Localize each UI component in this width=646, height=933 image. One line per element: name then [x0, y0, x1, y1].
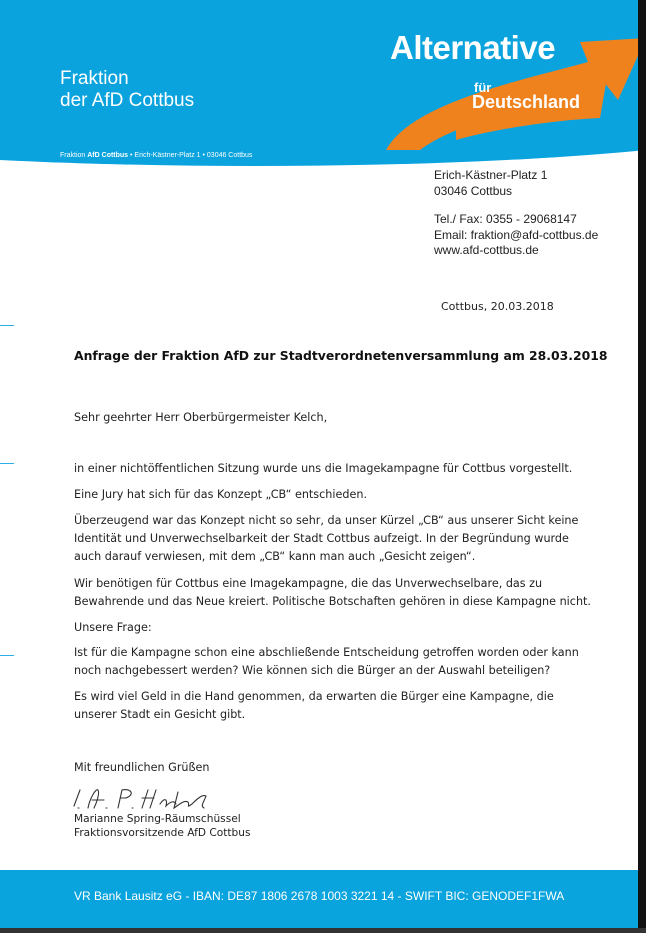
letter-date: Cottbus, 20.03.2018 — [441, 300, 554, 313]
afd-arrow-logo-icon — [368, 0, 646, 150]
fold-mark — [0, 325, 14, 326]
paragraph-1: in einer nichtöffentlichen Sitzung wurde uns die Imagekampagne für Cottbus vorgestellt. — [74, 462, 573, 475]
letter-subject: Anfrage der Fraktion AfD zur Stadtverordnetenversammlung am 28.03.2018 — [74, 348, 608, 363]
fold-mark — [0, 655, 14, 656]
letter-closing: Mit freundlichen Grüßen — [74, 761, 210, 774]
paragraph-2: Eine Jury hat sich für das Konzept „CB“ entschieden. — [74, 488, 367, 501]
scan-edge-bottom — [0, 928, 646, 933]
header-address-prefix: Fraktion — [60, 152, 86, 159]
contact-website[interactable]: www.afd-cottbus.de — [434, 243, 539, 257]
paragraph-5: Unsere Frage: — [74, 621, 152, 634]
paragraph-6-line-1: Ist für die Kampagne schon eine abschließende Entscheidung getroffen worden oder kann — [74, 646, 579, 659]
contact-email[interactable]: Email: fraktion@afd-cottbus.de — [434, 227, 599, 242]
letter-salutation: Sehr geehrter Herr Oberbürgermeister Kelch, — [74, 411, 328, 424]
paragraph-3-line-1: Überzeugend war das Konzept nicht so sehr, da unser Kürzel „CB“ aus unserer Sicht keine — [74, 514, 579, 527]
paragraph-7-line-1: Es wird viel Geld in die Hand genommen, da erwarten die Bürger eine Kampagne, die — [74, 690, 554, 703]
punch-mark — [0, 463, 14, 464]
scan-edge-right — [638, 0, 646, 933]
paragraph-7 — [74, 688, 574, 724]
contact-phone: Tel./ Fax: 0355 - 29068147 — [434, 212, 577, 226]
paragraph-4 — [74, 575, 591, 611]
paragraph-7-line-2: unserer Stadt ein Gesicht gibt. — [74, 708, 246, 721]
paragraph-4-line-2: Bewahrende und das Neue kreiert. Politische Botschaften gehören in diese Kampagne nicht. — [74, 595, 591, 608]
logo-word-deutschland: Deutschland — [472, 92, 581, 112]
signer-name: Marianne Spring-Räumschüssel — [74, 813, 241, 825]
signer-role: Fraktionsvorsitzende AfD Cottbus — [74, 827, 251, 839]
paragraph-6 — [74, 644, 579, 680]
paragraph-3-line-3: auch darauf verwiesen, mit dem „CB“ kann man auch „Gesicht zeigen“. — [74, 550, 476, 563]
signer-block — [74, 812, 251, 840]
header-address-line — [60, 152, 252, 159]
logo-word-fuer: für — [474, 80, 492, 95]
paragraph-3 — [74, 512, 579, 566]
paragraph-4-line-1: Wir benötigen für Cottbus eine Imagekampagne, die das Unverwechselbare, das zu — [74, 577, 543, 590]
paragraph-3-line-2: Identität und Unverwechselbarkeit der Stadt Cottbus aufzeigt. In der Begründung wurde — [74, 532, 569, 545]
paragraph-6-line-2: noch nachgebessert werden? Wie können sich die Bürger an der Auswahl beteiligen? — [74, 664, 551, 677]
contact-block — [434, 168, 598, 259]
header-address-bold: AfD Cottbus — [87, 152, 129, 159]
handwritten-signature — [70, 784, 220, 814]
fraktion-title-line1: Fraktion — [60, 68, 129, 89]
fraktion-title — [60, 68, 194, 112]
contact-city: 03046 Cottbus — [434, 183, 513, 198]
logo-word-alternative: Alternative — [390, 29, 556, 66]
fraktion-title-line2: der AfD Cottbus — [60, 90, 195, 111]
footer-bank-details: VR Bank Lausitz eG - IBAN: DE87 1806 2678 1003 3221 14 - SWIFT BIC: GENODEF1FWA — [74, 889, 565, 903]
contact-street: Erich-Kästner-Platz 1 — [434, 168, 548, 182]
header-address-rest: • Erich-Kästner-Platz 1 • 03046 Cottbus — [130, 152, 253, 159]
